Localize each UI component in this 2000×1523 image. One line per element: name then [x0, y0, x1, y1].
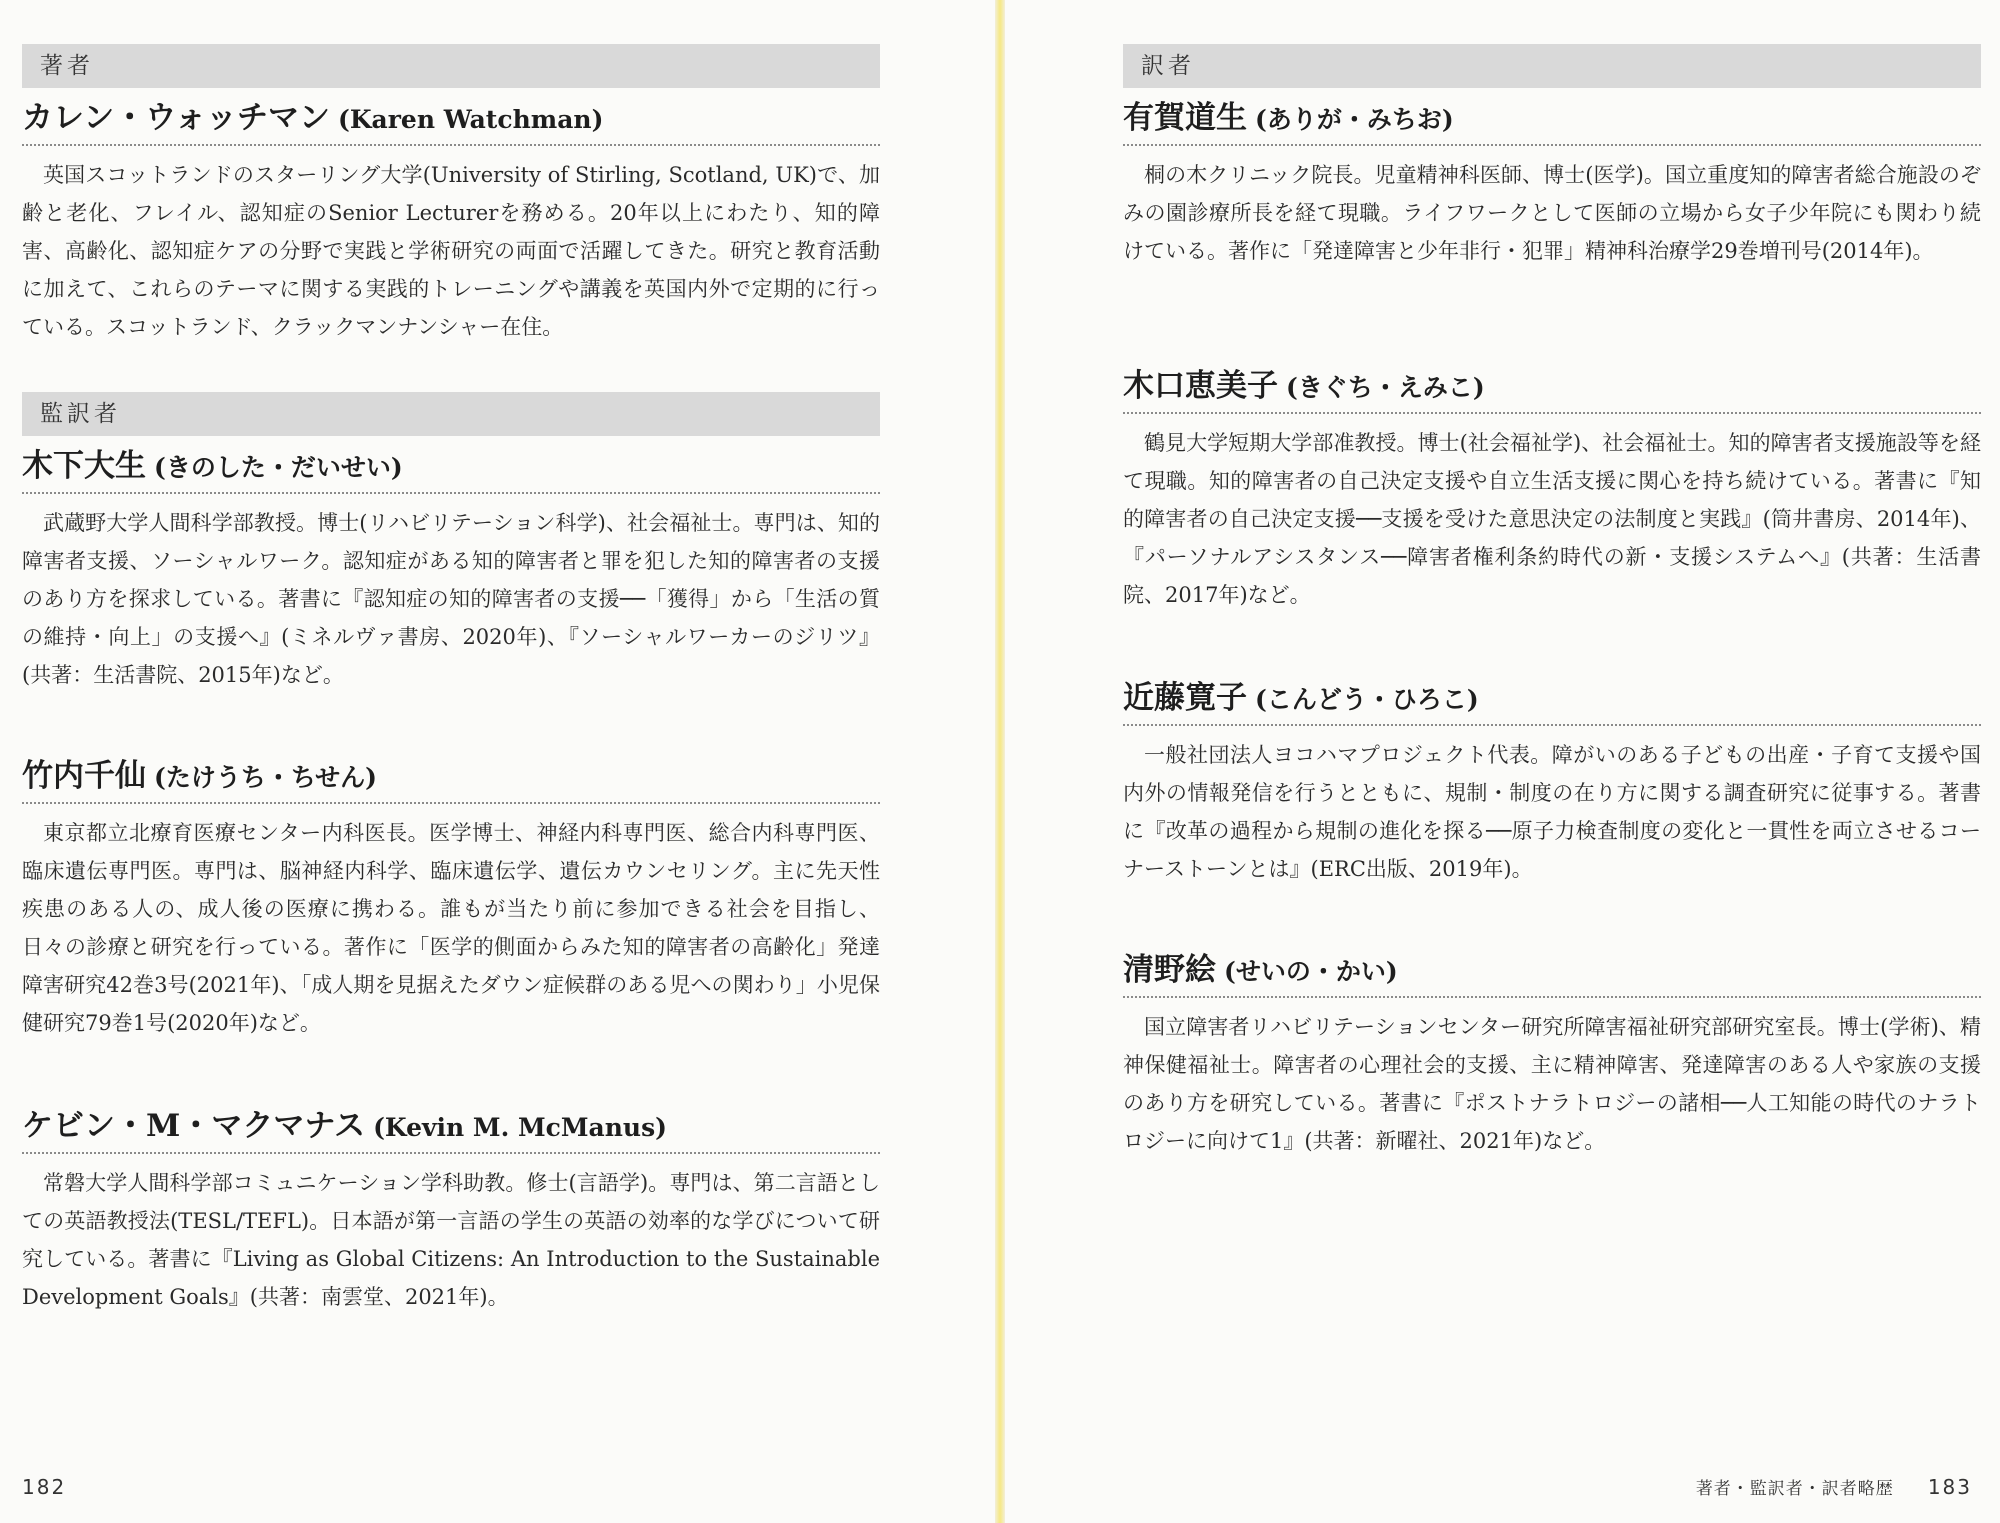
entry-bio: 鶴見大学短期大学部准教授。博士(社会福祉学)、社会福祉士。知的障害者支援施設等を経て現職。知的障害者の自己決定支援や自立生活支援に関心を持ち続けている。著書に『知的障害者の自己決定支援──支援を受けた意思決定の法制度と実践』(筒井書房、2014年)、『パーソナルアシスタンス──障害者権利条約時代の新・支援システムへ』(共著：生活書院、2017年)など。	[1123, 431, 1981, 607]
right-page	[1005, 0, 2000, 1523]
entry-name: 近藤寛子	[1123, 680, 1247, 716]
section-header-author: 著者	[22, 44, 880, 88]
entry-reading: (Kevin M. McManus)	[373, 1113, 667, 1142]
entry-name-line	[22, 1104, 880, 1150]
dotted-rule	[1123, 412, 1981, 414]
supervisor-entry-takeuchi	[22, 754, 880, 1042]
entry-name-line	[1123, 948, 1981, 994]
entry-name-line	[1123, 676, 1981, 722]
entry-name-line	[22, 444, 880, 490]
entry-name-line	[1123, 96, 1981, 142]
section-header-supervisor: 監訳者	[22, 392, 880, 436]
author-entry-watchman	[22, 96, 880, 346]
entry-reading: (きぐち・えみこ)	[1286, 373, 1485, 402]
entry-name-line	[1123, 364, 1981, 410]
page-footer-right	[1696, 1474, 1972, 1499]
entry-bio: 英国スコットランドのスターリング大学(University of Stirling, Scotland, UK)で、加齢と老化、フレイル、認知症のSenior Lecturerを務める。20年以上にわたり、知的障害、高齢化、認知症ケアの分野で実践と学術研究の両面で活躍してきた。研究と教育活動に加えて、これらのテーマに関する実践的トレーニングや講義を英国内外で定期的に行っている。スコットランド、クラックマンナンシャー在住。	[22, 163, 881, 339]
translator-entry-seino	[1123, 948, 1981, 1160]
translator-entry-ariga	[1123, 96, 1981, 270]
supervisor-entry-kinoshita	[22, 444, 880, 694]
entry-name-line	[22, 96, 880, 142]
entry-name: 木口恵美子	[1123, 368, 1278, 404]
entry-bio: 桐の木クリニック院長。児童精神科医師、博士(医学)。国立重度知的障害者総合施設のぞみの園診療所長を経て現職。ライフワークとして医師の立場から女子少年院にも関わり続けている。著作に「発達障害と少年非行・犯罪」精神科治療学29巻増刊号(2014年)。	[1123, 163, 1981, 263]
entry-reading: (Karen Watchman)	[337, 105, 604, 134]
translator-entry-kondo	[1123, 676, 1981, 888]
entry-name: 有賀道生	[1123, 100, 1247, 136]
entry-name: 清野絵	[1123, 952, 1216, 988]
entry-reading: (こんどう・ひろこ)	[1255, 685, 1479, 714]
left-page	[0, 0, 995, 1523]
book-gutter	[995, 0, 1005, 1523]
dotted-rule	[1123, 144, 1981, 146]
entry-name: カレン・ウォッチマン	[22, 100, 330, 136]
entry-name: 木下大生	[22, 448, 146, 484]
supervisor-entry-mcmanus	[22, 1104, 880, 1316]
entry-reading: (せいの・かい)	[1224, 957, 1398, 986]
dotted-rule	[1123, 724, 1981, 726]
dotted-rule	[22, 492, 880, 494]
entry-name: ケビン・M・マクマナス	[22, 1108, 366, 1144]
entry-bio: 常磐大学人間科学部コミュニケーション学科助教。修士(言語学)。専門は、第二言語としての英語教授法(TESL/TEFL)。日本語が第一言語の学生の英語の効率的な学びについて研究している。著書に『Living as Global Citizens: An Introduction to the Sustainable Development Goals』(共著：南雲堂、2021年)。	[22, 1171, 880, 1309]
translator-entry-kiguchi	[1123, 364, 1981, 614]
entry-name: 竹内千仙	[22, 758, 146, 794]
page-number-left: 182	[22, 1475, 67, 1499]
dotted-rule	[1123, 996, 1981, 998]
dotted-rule	[22, 802, 880, 804]
entry-bio: 東京都立北療育医療センター内科医長。医学博士、神経内科専門医、総合内科専門医、臨床遺伝専門医。専門は、脳神経内科学、臨床遺伝学、遺伝カウンセリング。主に先天性疾患のある人の、成人後の医療に携わる。誰もが当たり前に参加できる社会を目指し、日々の診療と研究を行っている。著作に「医学的側面からみた知的障害者の高齢化」発達障害研究42巻3号(2021年)、「成人期を見据えたダウン症候群のある児への関わり」小児保健研究79巻1号(2020年)など。	[22, 821, 880, 1035]
entry-bio: 一般社団法人ヨコハマプロジェクト代表。障がいのある子どもの出産・子育て支援や国内外の情報発信を行うとともに、規制・制度の在り方に関する調査研究に従事する。著書に『改革の過程から規制の進化を探る──原子力検査制度の変化と一貫性を両立させるコーナーストーンとは』(ERC出版、2019年)。	[1123, 743, 1981, 881]
entry-name-line	[22, 754, 880, 800]
page-number-right: 183	[1927, 1475, 1972, 1499]
entry-bio: 武蔵野大学人間科学部教授。博士(リハビリテーション科学)、社会福祉士。専門は、知的障害者支援、ソーシャルワーク。認知症がある知的障害者と罪を犯した知的障害者の支援のあり方を探求している。著書に『認知症の知的障害者の支援──「獲得」から「生活の質の維持・向上」の支援へ』(ミネルヴァ書房、2020年)、『ソーシャルワーカーのジリツ』(共著：生活書院、2015年)など。	[22, 511, 880, 687]
entry-reading: (ありが・みちお)	[1255, 105, 1454, 134]
entry-bio: 国立障害者リハビリテーションセンター研究所障害福祉研究部研究室長。博士(学術)、精神保健福祉士。障害者の心理社会的支援、主に精神障害、発達障害のある人や家族の支援のあり方を研究している。著書に『ポストナラトロジーの諸相──人工知能の時代のナラトロジーに向けて1』(共著：新曜社、2021年)など。	[1123, 1015, 1981, 1153]
section-header-translator: 訳者	[1123, 44, 1981, 88]
running-head: 著者・監訳者・訳者略歴	[1695, 1479, 1894, 1499]
entry-reading: (きのした・だいせい)	[154, 453, 403, 482]
dotted-rule	[22, 144, 880, 146]
entry-reading: (たけうち・ちせん)	[154, 763, 377, 792]
dotted-rule	[22, 1152, 880, 1154]
